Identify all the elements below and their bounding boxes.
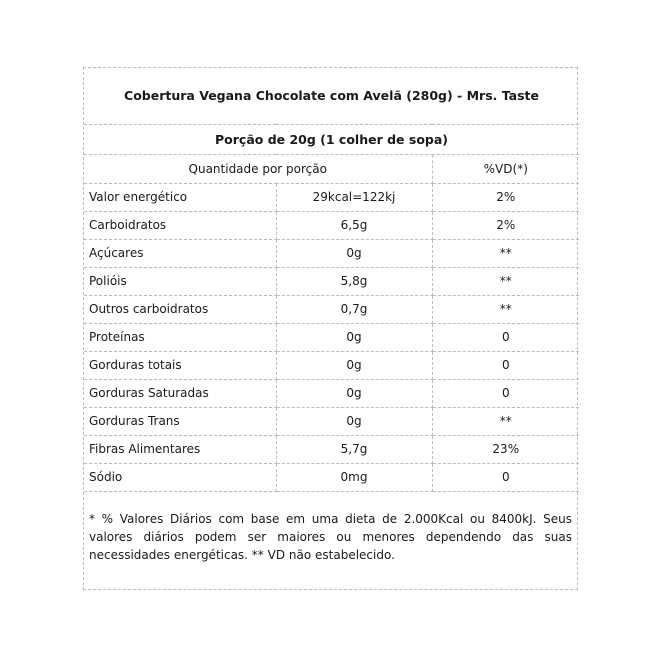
nutrient-vd: 2% [432,183,579,211]
footnote: * % Valores Diários com base em uma dieta de 2.000Kcal ou 8400kJ. Seus valores diários podem ser maiores ou menores dependendo das suas necessidades energéticas. ** VD não estabelecido. [89,511,572,562]
table-row [84,351,579,379]
portion-size: Porção de 20g (1 colher de sopa) [84,124,579,154]
nutrient-vd: ** [432,239,579,267]
table-row [84,407,579,435]
product-title: Cobertura Vegana Chocolate com Avelã (280g) - Mrs. Taste [84,68,579,124]
nutrient-vd: 0 [432,379,579,407]
nutrient-name: Gorduras Saturadas [84,379,276,407]
table-row [84,379,579,407]
nutrient-name: Gorduras Trans [84,407,276,435]
nutrient-name: Açúcares [84,239,276,267]
table-row [84,323,579,351]
quantity-header: Quantidade por porção [84,154,432,183]
table-row [84,295,579,323]
table-row [84,267,579,295]
nutrient-vd: ** [432,295,579,323]
nutrition-facts-panel [83,67,578,590]
nutrient-name: Valor energético [84,183,276,211]
nutrient-vd: 0 [432,463,579,491]
nutrient-quantity: 0g [276,323,432,351]
nutrient-vd: 0 [432,351,579,379]
nutrient-name: Outros carboidratos [84,295,276,323]
nutrient-vd: 23% [432,435,579,463]
table-row [84,183,579,211]
portion-row [84,124,579,154]
header-row [84,154,579,183]
nutrient-vd: ** [432,267,579,295]
nutrient-quantity: 0g [276,379,432,407]
table-row [84,463,579,491]
nutrient-name: Polióis [84,267,276,295]
nutrient-name: Fibras Alimentares [84,435,276,463]
title-row [84,68,579,124]
nutrient-vd: 2% [432,211,579,239]
nutrient-name: Gorduras totais [84,351,276,379]
vd-header: %VD(*) [432,154,579,183]
nutrient-quantity: 0g [276,351,432,379]
nutrient-vd: 0 [432,323,579,351]
table-row [84,211,579,239]
nutrient-quantity: 29kcal=122kj [276,183,432,211]
nutrient-name: Proteínas [84,323,276,351]
nutrient-quantity: 0mg [276,463,432,491]
nutrient-quantity: 0g [276,407,432,435]
table-row [84,239,579,267]
table-row [84,435,579,463]
nutrition-table [84,68,579,492]
nutrient-quantity: 0g [276,239,432,267]
nutrient-name: Sódio [84,463,276,491]
nutrient-quantity: 5,7g [276,435,432,463]
nutrient-name: Carboidratos [84,211,276,239]
nutrient-vd: ** [432,407,579,435]
nutrient-quantity: 6,5g [276,211,432,239]
nutrient-quantity: 5,8g [276,267,432,295]
nutrient-quantity: 0,7g [276,295,432,323]
